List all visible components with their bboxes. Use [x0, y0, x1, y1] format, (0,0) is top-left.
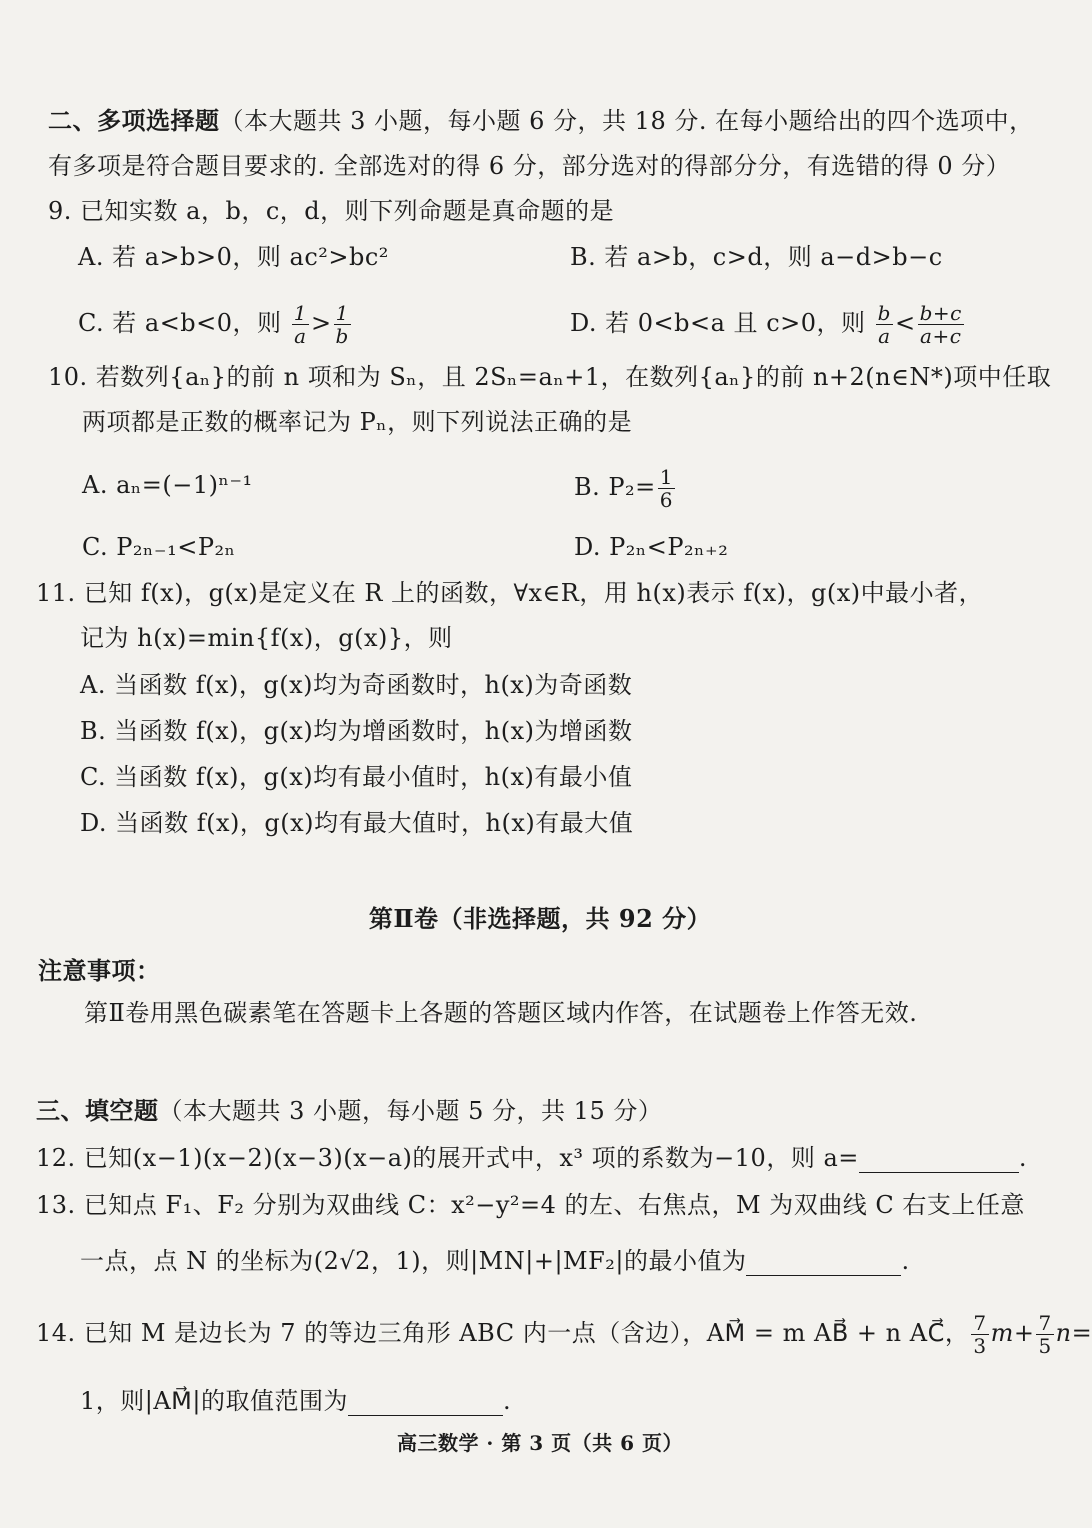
fraction-numerator: b+c — [919, 301, 962, 325]
notice-text: 第Ⅱ卷用黑色碳素笔在答题卡上各题的答题区域内作答，在试题卷上作答无效. — [84, 999, 918, 1027]
section2-note-line1: （本大题共 3 小题，每小题 6 分，共 18 分. 在每小题给出的四个选项中， — [219, 107, 1034, 135]
q11-option-d: D. 当函数 f(x)，g(x)均有最大值时，h(x)有最大值 — [80, 809, 634, 837]
q13-line1: 13. 已知点 F₁、F₂ 分别为双曲线 C：x²−y²=4 的左、右焦点，M 为双曲线 C 右支上任意 — [36, 1191, 1025, 1219]
q9-option-c — [78, 302, 353, 347]
q13-end: . — [901, 1247, 910, 1275]
q11-option-b: B. 当函数 f(x)，g(x)均为增函数时，h(x)为增函数 — [80, 717, 633, 745]
section3-note: （本大题共 3 小题，每小题 5 分，共 15 分） — [158, 1097, 663, 1125]
fraction-numerator: 7 — [973, 1311, 987, 1335]
q10-option-c: C. P₂ₙ₋₁<P₂ₙ — [82, 533, 236, 561]
section3-header — [36, 1096, 662, 1126]
q14-line1-prefix: 14. 已知 M 是边长为 7 的等边三角形 ABC 内一点（含边），AM⃗ = m AB⃗ + n AC⃗， — [36, 1319, 970, 1347]
fraction-denominator: a+c — [920, 324, 962, 348]
q14-answer-blank — [348, 1393, 503, 1416]
q12 — [36, 1143, 1027, 1173]
fraction-numerator: 7 — [1038, 1311, 1052, 1335]
q14-line2 — [80, 1386, 511, 1416]
q14-mid: m+ — [990, 1319, 1035, 1347]
q9-stem: 9. 已知实数 a，b，c，d，则下列命题是真命题的是 — [48, 197, 615, 225]
q10-option-b — [574, 466, 677, 511]
fraction-denominator: 6 — [659, 488, 674, 512]
section3-heading: 三、填空题 — [36, 1096, 159, 1125]
q14-fraction-1 — [971, 1312, 988, 1357]
fraction-numerator: b — [877, 301, 891, 325]
q11-option-c: C. 当函数 f(x)，g(x)均有最小值时，h(x)有最小值 — [80, 763, 633, 791]
q10-option-a: A. aₙ=(−1)ⁿ⁻¹ — [82, 471, 253, 499]
q13-line2 — [80, 1246, 910, 1276]
q9-option-a: A. 若 a>b>0，则 ac²>bc² — [78, 243, 389, 271]
q9-c-fraction-right — [334, 302, 351, 347]
q10-option-d: D. P₂ₙ<P₂ₙ₊₂ — [574, 533, 729, 561]
q9-d-fraction-left — [876, 302, 893, 347]
q13-line2-text: 一点，点 N 的坐标为(2√2，1)，则|MN|+|MF₂|的最小值为 — [80, 1247, 747, 1275]
fraction-denominator: 3 — [973, 1334, 987, 1358]
q14-line2-text: 1，则|AM⃗|的取值范围为 — [80, 1387, 348, 1415]
q9-option-d-prefix: D. 若 0<b<a 且 c>0，则 — [570, 309, 866, 337]
q12-end: . — [1018, 1144, 1028, 1172]
q9-d-operator: < — [894, 309, 916, 337]
fraction-denominator: a — [294, 324, 307, 348]
fraction-numerator: 1 — [293, 301, 307, 325]
q10-option-b-prefix: B. P₂= — [574, 473, 656, 501]
section2-header — [48, 106, 1034, 136]
q13-answer-blank — [746, 1253, 901, 1276]
q9-option-b: B. 若 a>b，c>d，则 a−d>b−c — [570, 243, 943, 271]
section2-note-line2: 有多项是符合题目要求的. 全部选对的得 6 分，部分选对的得部分分，有选错的得 0 分） — [48, 152, 1011, 180]
q14-line1 — [36, 1312, 1092, 1357]
page-footer: 高三数学 · 第 3 页（共 6 页） — [396, 1431, 684, 1455]
q9-c-operator: > — [310, 309, 332, 337]
q9-option-c-prefix: C. 若 a<b<0，则 — [78, 309, 282, 337]
q9-c-fraction-left — [292, 302, 309, 347]
q10-b-fraction — [658, 466, 675, 511]
notice-heading: 注意事项： — [38, 956, 161, 985]
fraction-denominator: a — [878, 324, 891, 348]
q11-stem-line1: 11. 已知 f(x)，g(x)是定义在 R 上的函数，∀x∈R，用 h(x)表示 f(x)，g(x)中最小者， — [36, 579, 984, 607]
q10-stem-line2: 两项都是正数的概率记为 Pₙ，则下列说法正确的是 — [82, 408, 633, 436]
fraction-denominator: b — [335, 324, 349, 348]
section2-heading: 二、多项选择题 — [48, 106, 220, 135]
fraction-numerator: 1 — [334, 302, 351, 325]
q14-fraction-2 — [1036, 1312, 1053, 1357]
q9-option-d — [570, 302, 966, 347]
q12-text: 12. 已知(x−1)(x−2)(x−3)(x−a)的展开式中，x³ 项的系数为−10，则 a= — [36, 1144, 859, 1172]
fraction-numerator: 1 — [659, 465, 674, 489]
part2-title: 第Ⅱ卷（非选择题，共 92 分） — [368, 904, 712, 933]
q9-d-fraction-right — [918, 302, 964, 347]
q14-tail: n= — [1055, 1319, 1092, 1347]
q11-option-a: A. 当函数 f(x)，g(x)均为奇函数时，h(x)为奇函数 — [80, 671, 633, 699]
q11-stem-line2: 记为 h(x)=min{f(x)，g(x)}，则 — [80, 624, 453, 652]
q14-end: . — [502, 1387, 512, 1415]
q10-stem-line1: 10. 若数列{aₙ}的前 n 项和为 Sₙ，且 2Sₙ=aₙ+1，在数列{aₙ}的前 n+2(n∈N*)项中任取 — [48, 363, 1052, 391]
fraction-denominator: 5 — [1038, 1334, 1052, 1358]
q12-answer-blank — [859, 1150, 1019, 1173]
